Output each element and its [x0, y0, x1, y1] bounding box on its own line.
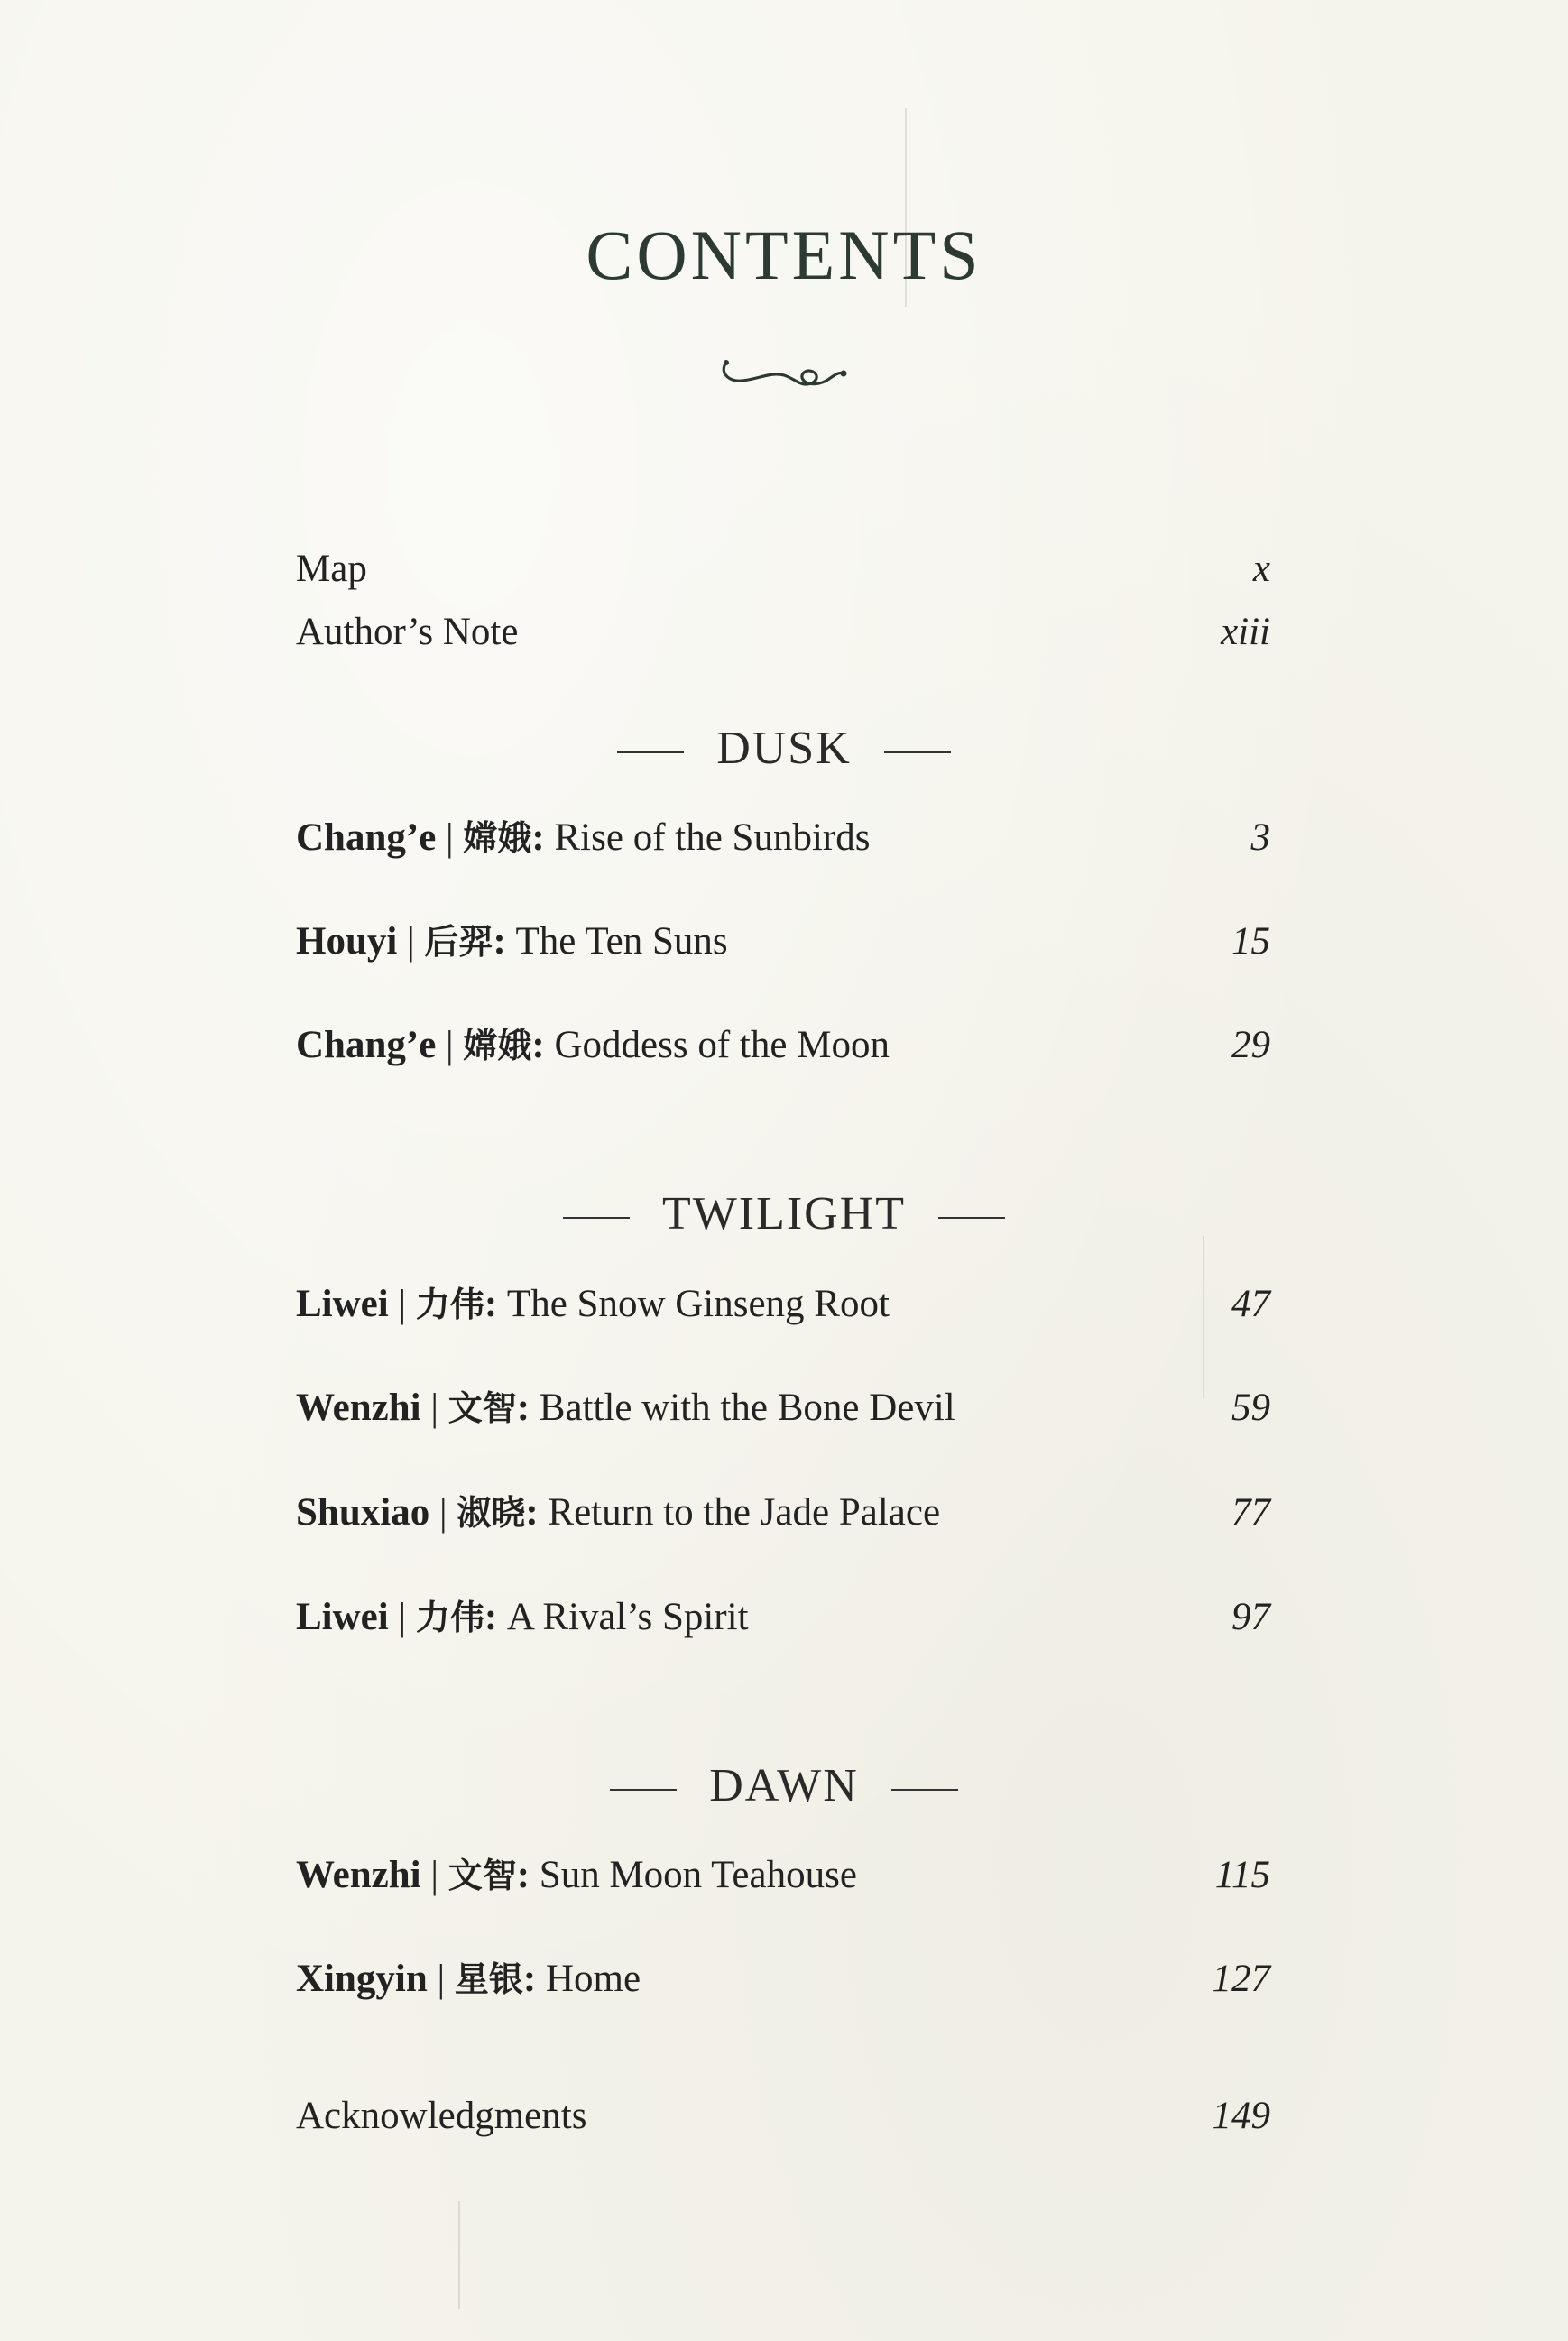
- toc-entry[interactable]: Liwei | 力伟: A Rival’s Spirit 97: [296, 1590, 1270, 1645]
- heading-rule-left: [610, 1789, 677, 1791]
- toc-entry[interactable]: Chang’e | 嫦娥: Rise of the Sunbirds 3: [296, 811, 1270, 865]
- chapter-title: Home: [545, 1958, 641, 2000]
- chapter-title: The Snow Ginseng Root: [506, 1283, 890, 1325]
- toc-entry[interactable]: Chang’e | 嫦娥: Goddess of the Moon 29: [296, 1018, 1270, 1073]
- toc-page-number: 29: [1231, 1024, 1270, 1066]
- narrator-name: Liwei: [296, 1283, 389, 1325]
- toc-page-number: 77: [1231, 1491, 1270, 1534]
- toc-entry[interactable]: Shuxiao | 淑晓: Return to the Jade Palace 77: [296, 1486, 1270, 1540]
- narrator-chars: 后羿: [424, 922, 493, 962]
- toc-entry[interactable]: Houyi | 后羿: The Ten Suns 15: [296, 915, 1270, 969]
- toc-entry-map[interactable]: [296, 542, 1270, 596]
- narrator-chars: 文智: [447, 1856, 517, 1895]
- toc-entry-label: Author’s Note: [296, 611, 519, 653]
- separator: |: [430, 1854, 438, 1896]
- narrator-name: Chang’e: [296, 1024, 437, 1066]
- narrator-name: Shuxiao: [296, 1491, 430, 1534]
- narrator-name: Chang’e: [296, 816, 437, 859]
- toc-page-number: 59: [1231, 1387, 1270, 1429]
- separator: |: [446, 1024, 454, 1066]
- chapter-title: Battle with the Bone Devil: [539, 1387, 955, 1429]
- separator: |: [437, 1958, 446, 2000]
- section-heading-text: DAWN: [709, 1760, 859, 1811]
- narrator-name: Houyi: [296, 920, 398, 963]
- section-heading-twilight: [0, 1187, 1568, 1241]
- heading-rule-left: [563, 1217, 630, 1219]
- narrator-chars: 淑晓: [457, 1493, 526, 1533]
- narrator-chars: 文智: [447, 1388, 517, 1428]
- toc-page-number: 149: [1212, 2095, 1270, 2137]
- toc-entry-acknowledgments[interactable]: [296, 2089, 1270, 2143]
- chapter-title: Goddess of the Moon: [554, 1024, 890, 1066]
- separator: |: [430, 1387, 438, 1429]
- heading-rule-right: [891, 1789, 958, 1791]
- toc-page-number: 115: [1214, 1854, 1270, 1896]
- chapter-title: A Rival’s Spirit: [506, 1596, 749, 1638]
- heading-rule-right: [884, 751, 951, 753]
- narrator-name: Wenzhi: [296, 1387, 421, 1429]
- narrator-name: Wenzhi: [296, 1854, 421, 1896]
- separator: |: [438, 1491, 447, 1534]
- toc-entry[interactable]: Wenzhi | 文智: Battle with the Bone Devil 59: [296, 1381, 1270, 1435]
- swash-ornament-icon: [715, 345, 851, 392]
- toc-page-number: xiii: [1221, 611, 1270, 653]
- toc-entry-label: Map: [296, 548, 367, 590]
- narrator-chars: 力伟: [415, 1598, 484, 1637]
- section-heading-text: TWILIGHT: [661, 1188, 907, 1240]
- section-heading-dusk: [0, 722, 1568, 776]
- toc-page-number: 97: [1231, 1596, 1270, 1638]
- heading-rule-right: [938, 1217, 1005, 1219]
- toc-entry-label: Acknowledgments: [296, 2095, 587, 2137]
- separator: |: [398, 1283, 407, 1325]
- toc-entry[interactable]: Liwei | 力伟: The Snow Ginseng Root 47: [296, 1277, 1270, 1332]
- chapter-title: Return to the Jade Palace: [548, 1491, 941, 1534]
- toc-page-number: x: [1252, 548, 1270, 590]
- narrator-chars: 嫦娥: [463, 1026, 532, 1065]
- narrator-chars: 星银: [454, 1959, 523, 1999]
- narrator-name: Liwei: [296, 1596, 389, 1638]
- chapter-title: The Ten Suns: [515, 920, 728, 963]
- narrator-chars: 嫦娥: [463, 818, 532, 858]
- toc-page-number: 3: [1250, 816, 1270, 859]
- page-title: CONTENTS: [586, 216, 982, 294]
- heading-rule-left: [617, 751, 684, 753]
- toc-entry[interactable]: Xingyin | 星银: Home 127: [296, 1952, 1270, 2006]
- narrator-chars: 力伟: [415, 1285, 484, 1324]
- narrator-name: Xingyin: [296, 1958, 428, 2000]
- separator: |: [407, 920, 415, 963]
- section-heading-dawn: [0, 1759, 1568, 1813]
- chapter-title: Sun Moon Teahouse: [539, 1854, 857, 1896]
- chapter-title: Rise of the Sunbirds: [554, 816, 871, 859]
- toc-entry-authors-note[interactable]: [296, 605, 1270, 659]
- separator: |: [398, 1596, 407, 1638]
- toc-entry[interactable]: Wenzhi | 文智: Sun Moon Teahouse 115: [296, 1848, 1270, 1903]
- toc-page-number: 47: [1231, 1283, 1270, 1325]
- toc-page-number: 15: [1231, 920, 1270, 963]
- toc-page-number: 127: [1212, 1958, 1270, 2000]
- separator: |: [446, 816, 454, 859]
- page-crease: [458, 2201, 460, 2309]
- section-heading-text: DUSK: [716, 723, 852, 774]
